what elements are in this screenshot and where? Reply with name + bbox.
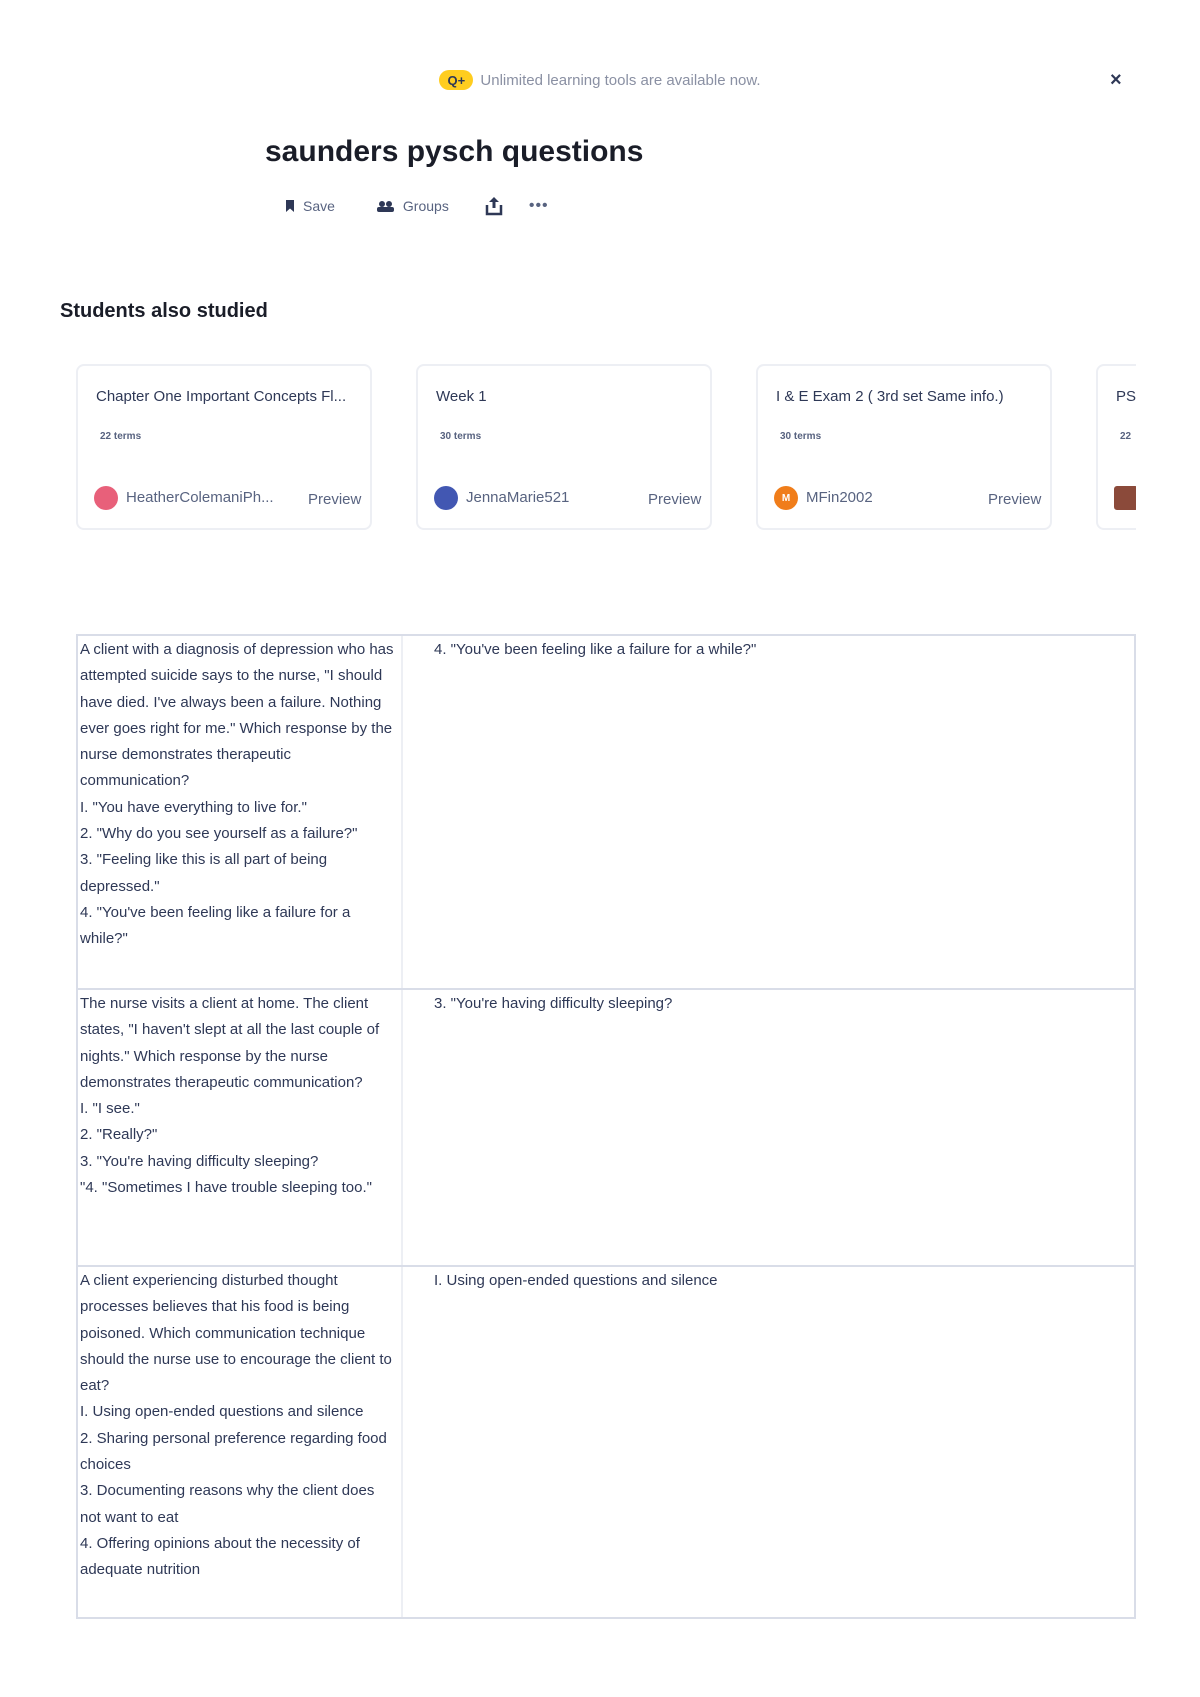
term-answer: 3. "You're having difficulty sleeping? — [434, 995, 673, 1012]
card-title: Week 1 — [436, 388, 487, 405]
card-username[interactable]: MFin2002 — [806, 489, 873, 506]
bookmark-icon — [285, 199, 295, 213]
card-title: I & E Exam 2 ( 3rd set Same info.) — [776, 388, 1004, 405]
avatar — [434, 486, 458, 510]
terms-table — [76, 634, 1136, 1619]
set-actions-toolbar — [285, 192, 549, 220]
page-title: saunders pysch questions — [265, 135, 644, 168]
study-set-card[interactable] — [76, 364, 372, 530]
question-option: 2. "Why do you see yourself as a failure?" — [80, 825, 358, 843]
question-option: I. "You have everything to live for." — [80, 798, 307, 816]
question-option: 3. "Feeling like this is all part of being depressed." — [80, 851, 328, 895]
study-set-card[interactable] — [416, 364, 712, 530]
card-username[interactable]: HeatherColemaniPh... — [126, 489, 274, 506]
table-row — [78, 990, 1134, 1267]
card-title: PS — [1116, 388, 1136, 405]
save-label: Save — [303, 198, 335, 214]
term-answer: 4. "You've been feeling like a failure for a while?" — [434, 641, 757, 658]
question-option: 2. Sharing personal preference regarding food choices — [80, 1429, 387, 1474]
term-answer: I. Using open-ended questions and silence — [434, 1272, 718, 1289]
question-option: 4. Offering opinions about the necessity of adequate nutrition — [80, 1534, 360, 1579]
question-option: 4. "You've been feeling like a failure for a while?" — [80, 903, 351, 948]
avatar — [1114, 486, 1136, 510]
more-icon: ••• — [528, 197, 549, 214]
banner-text: Unlimited learning tools are available now. — [480, 71, 761, 89]
table-row — [78, 1267, 1134, 1617]
question-stem: A client with a diagnosis of depression who has attempted suicide says to the nurse, "I should have died. I've always been a failure. Nothing ever goes right for me." Which response by the nurse demonstrates therapeutic communication? — [80, 641, 394, 790]
save-button[interactable] — [285, 198, 335, 214]
question-option: 3. Documenting reasons why the client does not want to eat — [80, 1482, 375, 1526]
question-option: "4. "Sometimes I have trouble sleeping too." — [80, 1179, 372, 1197]
study-set-card[interactable] — [756, 364, 1052, 530]
term-question — [78, 1267, 403, 1617]
table-row — [78, 636, 1134, 990]
preview-button[interactable]: Preview — [648, 491, 702, 508]
question-option: 3. "You're having difficulty sleeping? — [80, 1152, 319, 1170]
question-option: I. Using open-ended questions and silence — [80, 1403, 364, 1421]
also-studied-carousel — [76, 364, 1136, 540]
more-options-button[interactable] — [529, 197, 549, 215]
groups-icon — [377, 200, 395, 212]
term-question — [78, 636, 403, 988]
question-stem: The nurse visits a client at home. The client states, "I haven't slept at all the last couple of nights." Which response by the nurse demonstrates therapeutic communication? — [80, 995, 380, 1091]
avatar: M — [774, 486, 798, 510]
close-icon[interactable]: × — [1110, 69, 1122, 91]
card-term-count: 30 terms — [440, 431, 482, 442]
question-stem: A client experiencing disturbed thought processes believes that his food is being poisoned. Which communication technique should the nurse use to encourage the client to eat? — [80, 1272, 392, 1395]
share-icon — [485, 196, 503, 216]
upgrade-banner — [0, 64, 1200, 96]
preview-button[interactable]: Preview — [308, 491, 362, 508]
groups-label: Groups — [402, 198, 449, 214]
share-button[interactable] — [485, 196, 503, 216]
card-username[interactable]: JennaMarie521 — [466, 489, 570, 506]
card-term-count: 30 terms — [780, 431, 822, 442]
card-term-count: 22 terms — [100, 431, 142, 442]
card-term-count: 22 — [1120, 431, 1132, 442]
preview-button[interactable]: Preview — [988, 491, 1042, 508]
card-title: Chapter One Important Concepts Fl... — [96, 388, 347, 405]
quizlet-plus-logo-icon: Q+ — [439, 70, 473, 90]
students-also-studied-heading: Students also studied — [60, 300, 268, 322]
avatar — [94, 486, 118, 510]
question-option: I. "I see." — [80, 1100, 140, 1118]
study-set-card[interactable] — [1096, 364, 1136, 530]
question-option: 2. "Really?" — [80, 1126, 158, 1144]
groups-button[interactable] — [377, 198, 449, 214]
term-question — [78, 990, 403, 1265]
